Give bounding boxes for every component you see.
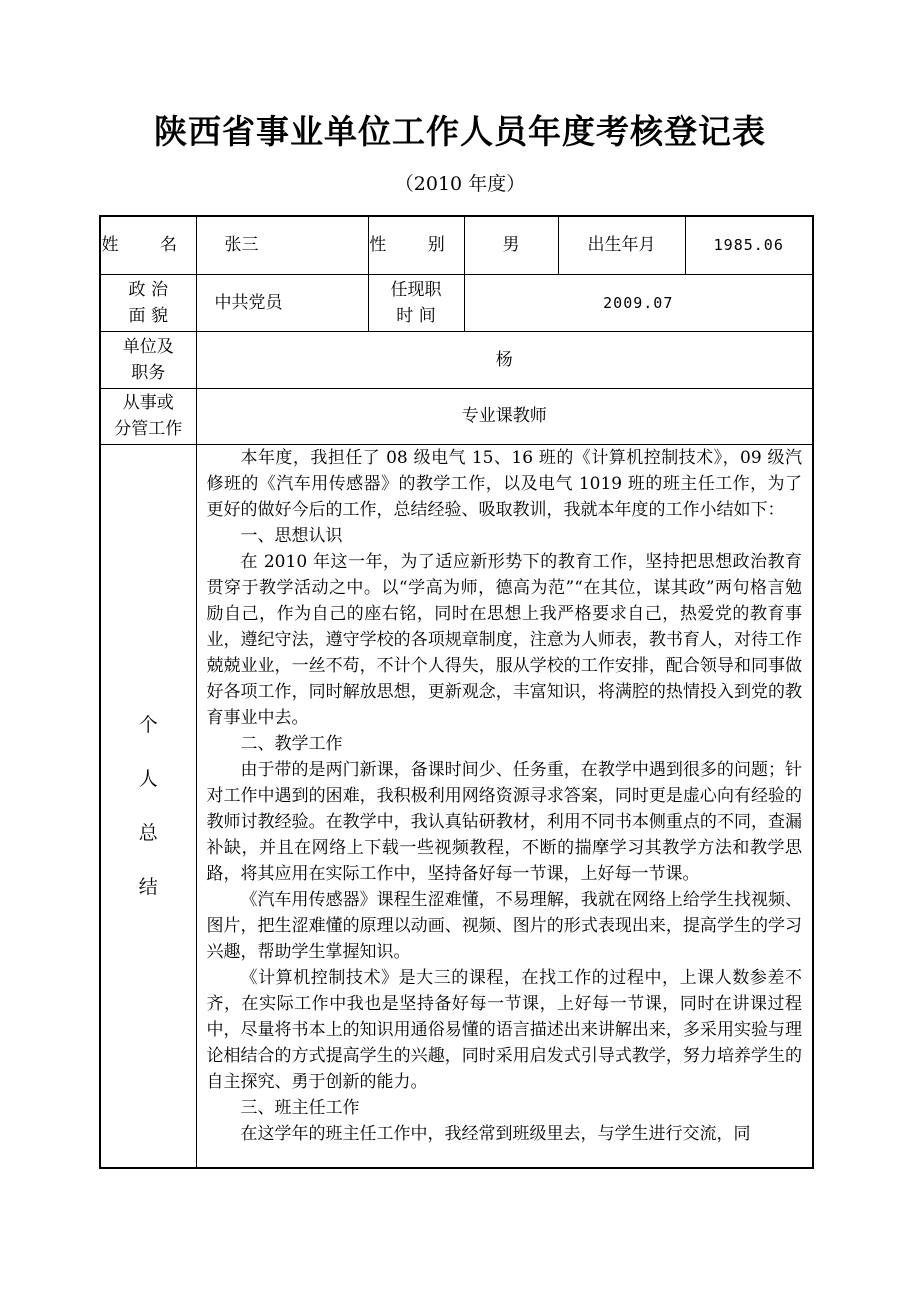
summary-paragraph: 在 2010 年这一年，为了适应新形势下的教育工作，坚持把思想政治教育贯穿于教学活动之中。以“学高为师，德高为范”“在其位，谋其政”两句格言勉励自己，作为自己的座右铭，同时在思想上我严格要求自己，热爱党的教育事业，遵纪守法，遵守学校的各项规章制度，注意为人师表，教书育人，对待工作兢兢业业，一丝不苟，不计个人得失，服从学校的工作安排，配合领导和同事做好各项工作，同时解放思想，更新观念，丰富知识，将满腔的热情投入到党的教育事业中去。 <box>206 551 802 728</box>
birth-value: 1985.06 <box>713 236 784 255</box>
tenure-value: 2009.07 <box>603 293 674 312</box>
duty-label-line1: 从事或 <box>122 393 174 413</box>
summary-heading: 一、思想认识 <box>240 525 343 546</box>
summary-paragraph: 在这学年的班主任工作中，我经常到班级里去，与学生进行交流，同 <box>240 1123 751 1144</box>
unit-label-line1: 单位及 <box>122 336 174 357</box>
tenure-value-cell <box>464 274 813 331</box>
political-label-line2: 面 貌 <box>128 305 168 326</box>
duty-value-cell <box>196 388 813 444</box>
form-row-unit <box>100 331 813 388</box>
political-value-cell <box>196 274 368 331</box>
summary-side-char-2: 人 <box>138 767 158 790</box>
gender-label-cell <box>368 216 464 274</box>
name-label: 姓 名 <box>101 235 195 256</box>
name-label-cell <box>100 216 196 274</box>
political-value: 中共党员 <box>214 292 283 313</box>
birth-value-cell <box>685 216 813 274</box>
summary-paragraph: 《计算机控制技术》是大三的课程，在找工作的过程中，上课人数参差不齐，在实际工作中我也是坚持备好每一节课，上好每一节课，同时在讲课过程中，尽量将书本上的知识用通俗易懂的语言描述出来讲解出来，多采用实验与理论相结合的方式提高学生的兴趣，同时采用启发式引导式教学，努力培养学生的自主探究、勇于创新的能力。 <box>206 967 802 1092</box>
summary-side-char-3: 总 <box>138 821 158 844</box>
birth-label: 出生年月 <box>587 235 656 256</box>
unit-value-cell <box>196 331 813 388</box>
tenure-label-line1: 任现职 <box>390 279 442 300</box>
form-row-political <box>100 274 813 331</box>
unit-value: 杨 <box>495 349 513 370</box>
duty-label-cell <box>100 388 196 444</box>
political-label-cell <box>100 274 196 331</box>
name-value-cell <box>196 216 368 274</box>
summary-paragraph: 本年度，我担任了 08 级电气 15、16 班的《计算机控制技术》，09 级汽修班的《汽车用传感器》的教学工作，以及电气 1019 班的班主任工作，为了更好的做好今后的工作，总结经验、吸取教训，我就本年度的工作小结如下： <box>206 447 802 520</box>
name-value: 张三 <box>224 235 259 256</box>
summary-paragraph: 由于带的是两门新课，备课时间少、任务重，在教学中遇到很多的问题；针对工作中遇到的困难，我积极利用网络资源寻求答案，同时更是虚心向有经验的教师讨教经验。在教学中，我认真钻研教材，利用不同书本侧重点的不同，查漏补缺，并且在网络上下载一些视频教程，不断的揣摩学习其教学方法和教学思路，将其应用在实际工作中，坚持备好每一节课，上好每一节课。 <box>206 759 802 884</box>
birth-label-cell <box>558 216 685 274</box>
form-row-summary <box>100 444 813 1168</box>
summary-text <box>207 445 803 1167</box>
form-row-duty <box>100 388 813 444</box>
summary-side-label <box>100 444 196 1168</box>
page-title: 陕西省事业单位工作人员年度考核登记表 <box>154 112 766 151</box>
page-subtitle: （2010 年度） <box>394 173 526 195</box>
duty-value: 专业课教师 <box>461 406 547 426</box>
gender-label: 性 别 <box>369 235 463 256</box>
summary-side-char-4: 结 <box>138 875 158 898</box>
unit-label-line2: 职务 <box>131 362 166 383</box>
unit-label-cell <box>100 331 196 388</box>
form-row-basic <box>100 216 813 274</box>
duty-label-line2: 分管工作 <box>114 419 183 439</box>
gender-value-cell <box>464 216 558 274</box>
summary-heading: 二、教学工作 <box>240 733 343 754</box>
political-label-line1: 政 治 <box>128 279 168 300</box>
summary-side-char-1: 个 <box>138 713 158 736</box>
summary-paragraph: 《汽车用传感器》课程生涩难懂，不易理解，我就在网络上给学生找视频、图片，把生涩难懂的原理以动画、视频、图片的形式表现出来，提高学生的学习兴趣，帮助学生掌握知识。 <box>206 889 802 962</box>
summary-content-cell <box>196 444 813 1168</box>
tenure-label-cell <box>368 274 464 331</box>
tenure-label-line2: 时 间 <box>396 305 436 326</box>
summary-heading: 三、班主任工作 <box>240 1097 360 1118</box>
gender-value: 男 <box>502 235 520 256</box>
appraisal-form-table <box>99 215 814 1169</box>
